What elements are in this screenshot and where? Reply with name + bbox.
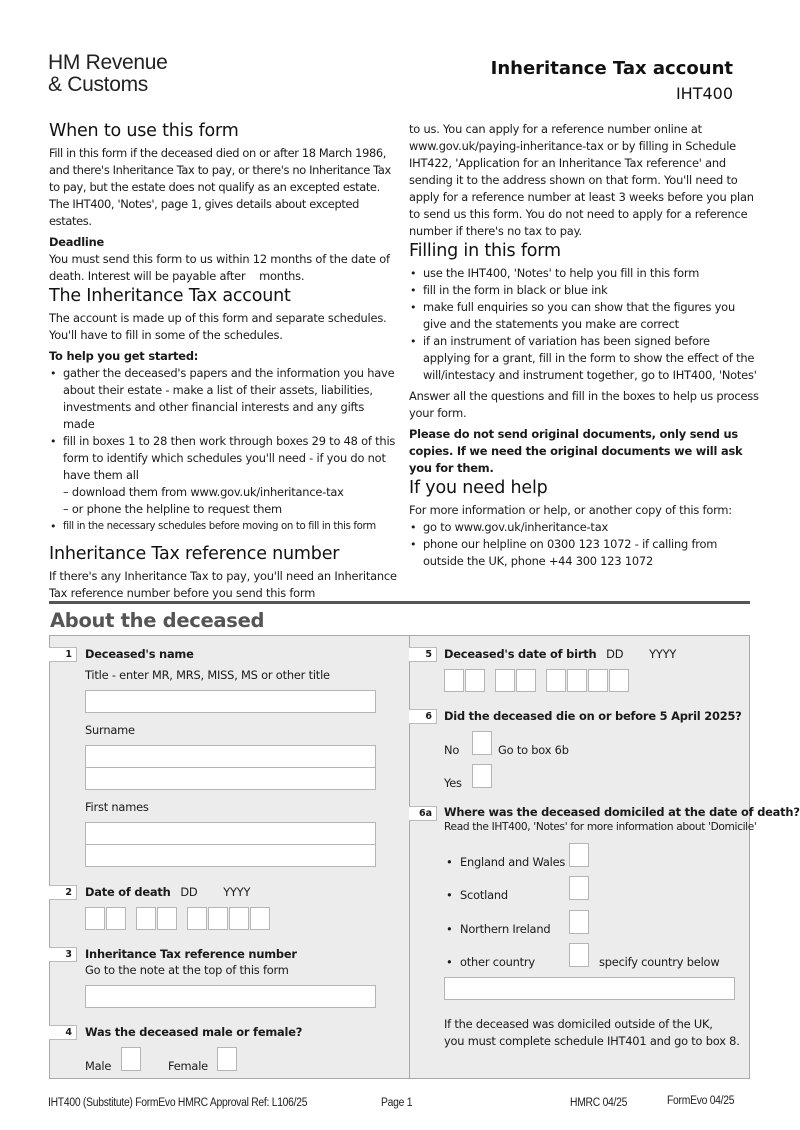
yyyy-format-label: YYYY	[223, 885, 251, 899]
date-of-death-label: Date of death	[85, 885, 171, 899]
q2-title	[85, 885, 250, 899]
footer-formevo-version: FormEvo 04/25	[667, 1095, 735, 1107]
originals-text: Please do not send original documents, only send us copies. If we need the original documents we will ask you for them.	[409, 427, 743, 475]
other-country-checkbox[interactable]	[569, 943, 589, 967]
male-label: Male	[85, 1059, 112, 1073]
surname-label: Surname	[85, 723, 135, 737]
death-day-digit-1[interactable]	[85, 907, 105, 930]
form-code: IHT400	[675, 84, 733, 103]
birth-day-digit-1[interactable]	[444, 669, 464, 692]
bullet-dot: •	[446, 955, 453, 969]
death-year-digit-1[interactable]	[187, 907, 207, 930]
list-item: • make full enquiries so you can show that the figures you give and the statements you make are correct	[409, 299, 759, 333]
help-heading: If you need help	[409, 478, 548, 498]
list-item: • fill in the necessary schedules before moving on to fill in this form	[49, 518, 399, 535]
box-number-3: 3	[49, 947, 77, 962]
death-year-digit-3[interactable]	[229, 907, 249, 930]
q1-title: Deceased's name	[85, 647, 194, 661]
list-item: • go to www.gov.uk/inheritance-tax	[409, 519, 759, 536]
intro-left-column	[49, 120, 399, 602]
no-label: No	[444, 743, 460, 757]
reference-heading: Inheritance Tax reference number	[49, 544, 340, 564]
help-list	[409, 519, 759, 570]
reference-body-right: to us. You can apply for a reference number online at www.gov.uk/paying-inheritance-tax or by filling in Schedule IHT422, 'Application for an Inheritance Tax reference' and sending it to the address shown on that form. You'll need to apply for a reference number at least 3 weeks before you plan to send us this form. You do not need to apply for a reference number if there's no tax to pay.	[409, 122, 754, 238]
list-item: – or phone the helpline to request them	[63, 502, 282, 516]
box-number-4: 4	[49, 1025, 77, 1040]
footer-approval-ref: IHT400 (Substitute) FormEvo HMRC Approval Ref: L106/25	[48, 1097, 308, 1109]
specify-country-note: specify country below	[599, 955, 720, 969]
about-deceased-heading: About the deceased	[50, 609, 265, 632]
hmrc-logo	[48, 52, 168, 96]
q4-title: Was the deceased male or female?	[85, 1025, 303, 1039]
dd-format-label: DD	[606, 647, 624, 661]
other-country-input[interactable]	[444, 977, 735, 1000]
footer-hmrc-version: HMRC 04/25	[570, 1097, 628, 1109]
answer-text: Answer all the questions and fill in the boxes to help us process your form.	[409, 389, 759, 420]
list-item: • if an instrument of variation has been signed before applying for a grant, fill in the form to show the effect of the will/intestacy and instrument together, go to IHT400, 'Notes'	[409, 333, 759, 384]
when-to-use-heading: When to use this form	[49, 121, 239, 141]
schedule-sub-list	[49, 484, 399, 518]
iht-reference-input[interactable]	[85, 985, 376, 1008]
surname-input-line-2[interactable]	[85, 767, 376, 790]
option-northern-ireland-label: Northern Ireland	[460, 922, 551, 936]
q6-title: Did the deceased die on or before 5 April 2025?	[444, 709, 742, 723]
death-day-digit-2[interactable]	[106, 907, 126, 930]
bullet-dot: •	[446, 888, 453, 902]
list-item: • fill in the form in black or blue ink	[409, 282, 759, 299]
q6a-title: Where was the deceased domiciled at the date of death?	[444, 805, 800, 819]
death-month-digit-1[interactable]	[136, 907, 156, 930]
filling-heading: Filling in this form	[409, 241, 561, 261]
death-year-digit-4[interactable]	[250, 907, 270, 930]
q3-title: Inheritance Tax reference number	[85, 947, 297, 961]
footer-page-number: Page 1	[381, 1097, 413, 1109]
option-other-country-label: other country	[460, 955, 535, 969]
date-of-birth-label: Deceased's date of birth	[444, 647, 597, 661]
birth-year-digit-2[interactable]	[567, 669, 587, 692]
box-number-1: 1	[49, 647, 77, 662]
birth-day-digit-2[interactable]	[465, 669, 485, 692]
no-checkbox[interactable]	[472, 731, 492, 755]
yes-label: Yes	[444, 776, 462, 790]
list-item: • fill in boxes 1 to 28 then work through boxes 29 to 48 of this form to identify which schedules you'll need - if you do not have them all	[49, 433, 399, 484]
section-rule	[49, 601, 750, 604]
first-names-label: First names	[85, 800, 149, 814]
outside-uk-note-line-1: If the deceased was domiciled outside of the UK,	[444, 1017, 713, 1031]
panel-divider	[409, 636, 410, 1079]
q3-hint: Go to the note at the top of this form	[85, 963, 289, 977]
get-started-list	[49, 365, 399, 484]
list-item: – download them from www.gov.uk/inheritance-tax	[63, 485, 344, 499]
yyyy-format-label: YYYY	[649, 647, 677, 661]
q1-title-hint: Title - enter MR, MRS, MISS, MS or other title	[85, 668, 330, 682]
account-heading: The Inheritance Tax account	[49, 286, 291, 306]
form-title: Inheritance Tax account	[490, 58, 733, 79]
female-label: Female	[168, 1059, 208, 1073]
list-item: • phone our helpline on 0300 123 1072 - if calling from outside the UK, phone +44 300 123 1072	[409, 536, 759, 570]
death-year-digit-2[interactable]	[208, 907, 228, 930]
logo-line-2: & Customs	[48, 73, 148, 96]
box-number-6: 6	[409, 709, 437, 724]
go-to-6b-note: Go to box 6b	[498, 743, 569, 757]
northern-ireland-checkbox[interactable]	[569, 910, 589, 934]
box-number-6a: 6a	[409, 806, 437, 821]
q5-title	[444, 647, 676, 661]
option-england-wales-label: England and Wales	[460, 855, 566, 869]
q6a-hint: Read the IHT400, 'Notes' for more information about 'Domicile'	[444, 821, 757, 833]
when-to-use-body: Fill in this form if the deceased died on or after 18 March 1986, and there's Inheritance Tax to pay, or there's no Inheritance Tax to pay, but the estate does not qualify as an excepted estate. The IHT400, 'Notes', page 1, gives details about excepted estates.	[49, 146, 391, 228]
england-wales-checkbox[interactable]	[569, 843, 589, 867]
title-input[interactable]	[85, 690, 376, 713]
deadline-text: You must send this form to us within 12 months of the date of death. Interest will be payable after months.	[49, 252, 394, 283]
bullet-dot: •	[446, 922, 453, 936]
male-checkbox[interactable]	[121, 1047, 141, 1071]
help-intro: For more information or help, or another copy of this form:	[409, 503, 732, 517]
account-body: The account is made up of this form and separate schedules. You'll have to fill in some of the schedules.	[49, 311, 387, 342]
list-item: • gather the deceased's papers and the information you have about their estate - make a list of their assets, liabilities, investments and other financial interests and any gifts made	[49, 365, 399, 433]
first-names-input-line-1[interactable]	[85, 822, 376, 845]
first-names-input-line-2[interactable]	[85, 844, 376, 867]
dd-format-label: DD	[180, 885, 198, 899]
get-started-list-last	[49, 518, 399, 535]
female-checkbox[interactable]	[217, 1047, 237, 1071]
option-scotland-label: Scotland	[460, 888, 508, 902]
filling-list	[409, 265, 759, 384]
box-number-5: 5	[409, 647, 437, 662]
intro-right-column	[409, 121, 759, 570]
birth-year-digit-4[interactable]	[609, 669, 629, 692]
surname-input-line-1[interactable]	[85, 745, 376, 768]
box-number-2: 2	[49, 885, 77, 900]
birth-year-digit-3[interactable]	[588, 669, 608, 692]
birth-month-digit-1[interactable]	[495, 669, 515, 692]
logo-line-1: HM Revenue	[48, 51, 168, 74]
yes-checkbox[interactable]	[472, 764, 492, 788]
bullet-dot: •	[446, 855, 453, 869]
deadline-label: Deadline	[49, 235, 105, 249]
birth-month-digit-2[interactable]	[516, 669, 536, 692]
list-item: • use the IHT400, 'Notes' to help you fill in this form	[409, 265, 759, 282]
get-started-label: To help you get started:	[49, 349, 199, 363]
scotland-checkbox[interactable]	[569, 876, 589, 900]
outside-uk-note-line-2: you must complete schedule IHT401 and go to box 8.	[444, 1034, 740, 1048]
death-month-digit-2[interactable]	[157, 907, 177, 930]
reference-body-left: If there's any Inheritance Tax to pay, you'll need an Inheritance Tax reference number before you send this form	[49, 569, 397, 600]
birth-year-digit-1[interactable]	[546, 669, 566, 692]
